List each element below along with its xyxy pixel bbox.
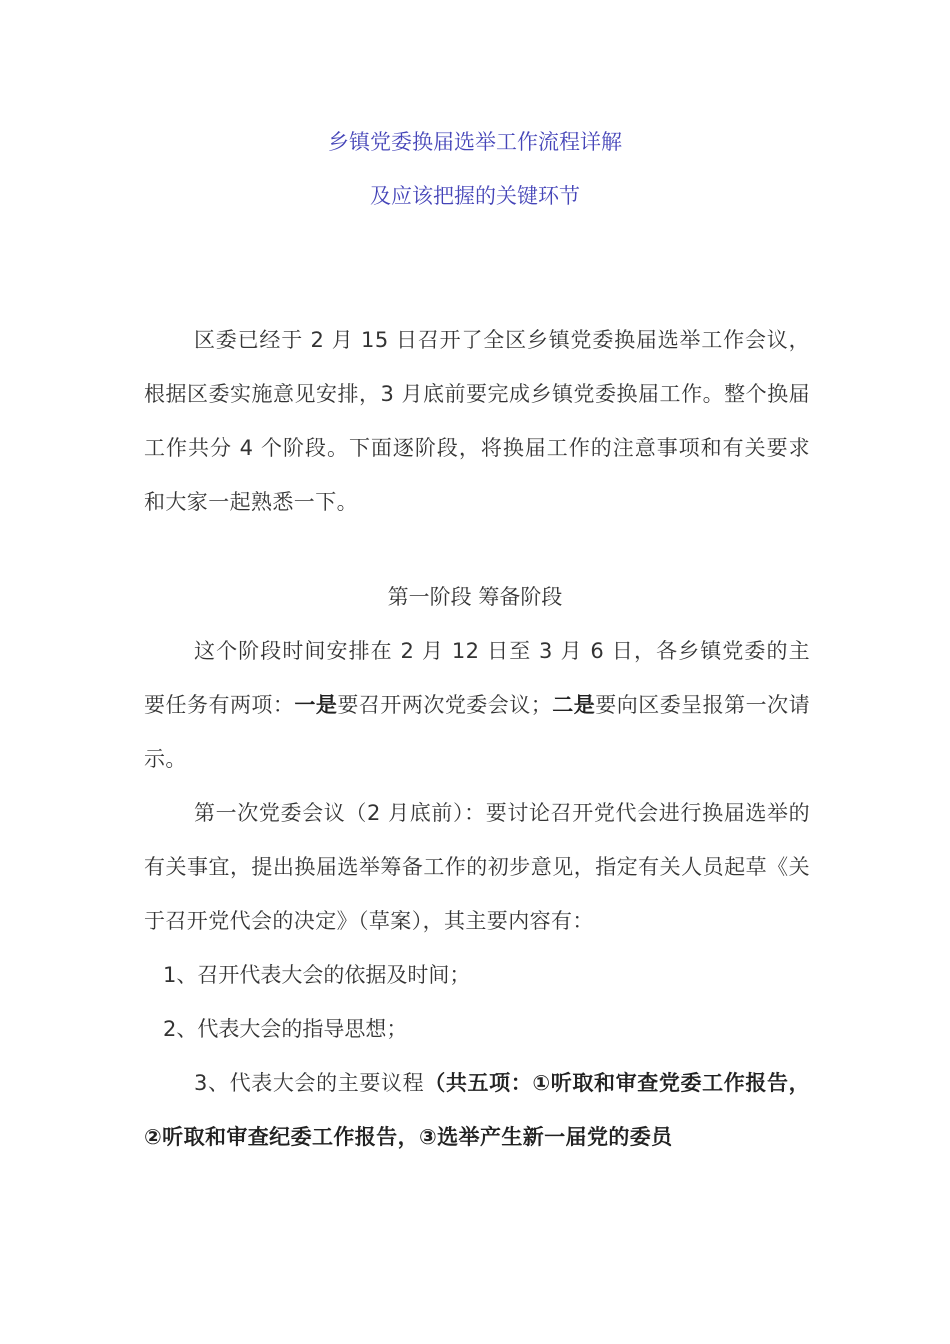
agenda-paragraph xyxy=(144,1056,810,1164)
document-title-line-1: 乡镇党委换届选举工作流程详解 xyxy=(328,130,622,154)
stage-1-text-mid: 要召开两次党委会议； xyxy=(337,693,553,717)
list-item: 2、代表大会的指导思想； xyxy=(163,1017,408,1041)
agenda-prefix: 3、代表大会的主要议程 xyxy=(194,1071,425,1095)
first-meeting-paragraph: 第一次党委会议（2 月底前）：要讨论召开党代会进行换届选举的有关事宜，提出换届选举筹备工作的初步意见，指定有关人员起草《关于召开党代会的决定》（草案），其主要内容有： xyxy=(144,801,810,933)
stage-1-paragraph xyxy=(144,624,810,786)
document-title-line-2: 及应该把握的关键环节 xyxy=(370,184,580,208)
stage-1-bold-second: 二是 xyxy=(552,693,596,717)
agenda-bold-text: （共五项：①听取和审查党委工作报告，②听取和审查纪委工作报告，③选举产生新一届党的委员 xyxy=(144,1071,810,1149)
list-item: 1、召开代表大会的依据及时间； xyxy=(163,963,471,987)
stage-1-text-end: 要向区委呈报第一次请示。 xyxy=(144,693,811,771)
stage-1-text-start: 这个阶段时间安排在 2 月 12 日至 3 月 6 日，各乡镇党委的主要任务有两项： xyxy=(144,639,810,717)
stage-1-heading: 第一阶段 筹备阶段 xyxy=(387,585,563,609)
stage-1-bold-first: 一是 xyxy=(294,693,338,717)
intro-paragraph: 区委已经于 2 月 15 日召开了全区乡镇党委换届选举工作会议，根据区委实施意见安排，3 月底前要完成乡镇党委换届工作。整个换届工作共分 4 个阶段。下面逐阶段，将换届工作的注意事项和有关要求和大家一起熟悉一下。 xyxy=(144,328,810,514)
